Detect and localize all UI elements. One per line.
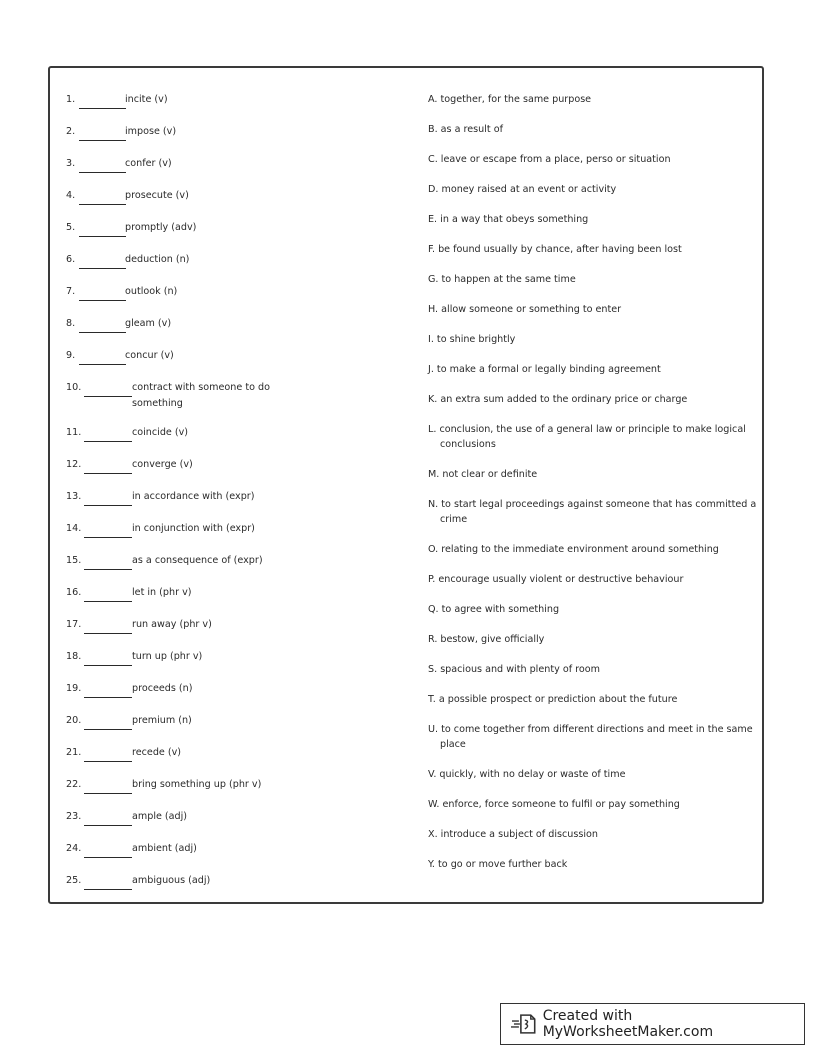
term-number: 9. xyxy=(66,350,76,361)
definition-row xyxy=(428,602,758,632)
term-number: 6. xyxy=(66,254,76,265)
definition-row xyxy=(428,467,758,497)
term-text: run away (phr v) xyxy=(132,619,212,630)
term-row xyxy=(66,649,396,681)
definition-row xyxy=(428,392,758,422)
definition-row xyxy=(428,692,758,722)
footer-credit-text[interactable]: Created with MyWorksheetMaker.com xyxy=(542,1008,714,1040)
term-number: 24. xyxy=(66,843,82,854)
answer-blank[interactable] xyxy=(79,332,126,333)
worksheet-maker-logo-icon xyxy=(511,1013,537,1035)
term-number: 15. xyxy=(66,555,82,566)
definition-row xyxy=(428,662,758,692)
answer-blank[interactable] xyxy=(84,697,132,698)
definition-text: B. as a result of xyxy=(428,124,503,135)
answer-blank[interactable] xyxy=(79,204,126,205)
worksheet-frame xyxy=(48,66,764,904)
term-row xyxy=(66,252,396,284)
term-number: 13. xyxy=(66,491,82,502)
answer-blank[interactable] xyxy=(84,729,132,730)
term-row xyxy=(66,457,396,489)
definition-text: J. to make a formal or legally binding agreement xyxy=(428,364,661,375)
definition-text: X. introduce a subject of discussion xyxy=(428,829,598,840)
answer-blank[interactable] xyxy=(84,473,132,474)
term-text: coincide (v) xyxy=(132,427,189,438)
answer-blank[interactable] xyxy=(84,889,132,890)
term-number: 10. xyxy=(66,382,82,393)
definition-text: M. not clear or definite xyxy=(428,469,538,480)
term-text: proceeds (n) xyxy=(132,683,193,694)
definition-row xyxy=(428,362,758,392)
definition-text: L. conclusion, the use of a general law or principle to make logical conclusions xyxy=(428,424,746,450)
term-number: 1. xyxy=(66,94,76,105)
definition-text: S. spacious and with plenty of room xyxy=(428,664,600,675)
term-row xyxy=(66,713,396,745)
definition-text: I. to shine brightly xyxy=(428,334,516,345)
term-text: ample (adj) xyxy=(132,811,188,822)
definition-text: Q. to agree with something xyxy=(428,604,560,615)
terms-column xyxy=(66,92,396,905)
definition-text: C. leave or escape from a place, perso or situation xyxy=(428,154,671,165)
answer-blank[interactable] xyxy=(84,601,132,602)
answer-blank[interactable] xyxy=(84,665,132,666)
definition-row xyxy=(428,497,758,542)
answer-blank[interactable] xyxy=(79,172,126,173)
term-row xyxy=(66,489,396,521)
definition-row xyxy=(428,572,758,602)
term-text: converge (v) xyxy=(132,459,193,470)
term-row xyxy=(66,681,396,713)
answer-blank[interactable] xyxy=(79,140,126,141)
term-number: 23. xyxy=(66,811,82,822)
term-text: concur (v) xyxy=(125,350,174,361)
term-row xyxy=(66,380,396,425)
term-text: confer (v) xyxy=(125,158,172,169)
definitions-column xyxy=(428,92,758,887)
term-text: incite (v) xyxy=(125,94,168,105)
term-text: gleam (v) xyxy=(125,318,172,329)
definition-text: E. in a way that obeys something xyxy=(428,214,589,225)
definition-row xyxy=(428,422,758,467)
definition-text: K. an extra sum added to the ordinary price or charge xyxy=(428,394,688,405)
answer-blank[interactable] xyxy=(84,761,132,762)
term-row xyxy=(66,188,396,220)
answer-blank[interactable] xyxy=(79,364,126,365)
definition-row xyxy=(428,767,758,797)
definition-text: F. be found usually by chance, after having been lost xyxy=(428,244,682,255)
definition-text: G. to happen at the same time xyxy=(428,274,576,285)
term-row xyxy=(66,745,396,777)
definition-text: W. enforce, force someone to fulfil or pay something xyxy=(428,799,680,810)
term-row xyxy=(66,873,396,905)
term-row xyxy=(66,316,396,348)
definition-text: Y. to go or move further back xyxy=(428,859,568,870)
term-text: let in (phr v) xyxy=(132,587,192,598)
definition-row xyxy=(428,302,758,332)
term-number: 7. xyxy=(66,286,76,297)
term-number: 18. xyxy=(66,651,82,662)
term-row xyxy=(66,156,396,188)
term-text: prosecute (v) xyxy=(125,190,189,201)
definition-row xyxy=(428,152,758,182)
term-text: as a consequence of (expr) xyxy=(132,555,263,566)
definition-text: A. together, for the same purpose xyxy=(428,94,592,105)
definition-row xyxy=(428,242,758,272)
answer-blank[interactable] xyxy=(84,633,132,634)
answer-blank[interactable] xyxy=(79,268,126,269)
term-row xyxy=(66,521,396,553)
footer-badge[interactable] xyxy=(500,1003,805,1045)
term-row xyxy=(66,553,396,585)
term-text: in conjunction with (expr) xyxy=(132,523,255,534)
term-row xyxy=(66,841,396,873)
term-text: contract with someone to do something xyxy=(132,382,270,409)
term-text: turn up (phr v) xyxy=(132,651,203,662)
definition-row xyxy=(428,92,758,122)
answer-blank[interactable] xyxy=(84,569,132,570)
term-text: ambient (adj) xyxy=(132,843,197,854)
definition-row xyxy=(428,797,758,827)
answer-blank[interactable] xyxy=(84,857,132,858)
definition-row xyxy=(428,272,758,302)
answer-blank[interactable] xyxy=(79,300,126,301)
term-number: 22. xyxy=(66,779,82,790)
term-number: 4. xyxy=(66,190,76,201)
term-text: in accordance with (expr) xyxy=(132,491,255,502)
definition-row xyxy=(428,332,758,362)
term-row xyxy=(66,777,396,809)
term-text: premium (n) xyxy=(132,715,192,726)
answer-blank[interactable] xyxy=(84,396,132,397)
answer-blank[interactable] xyxy=(84,825,132,826)
definition-text: O. relating to the immediate environment around something xyxy=(428,544,719,555)
answer-blank[interactable] xyxy=(84,793,132,794)
definition-text: R. bestow, give officially xyxy=(428,634,545,645)
definition-row xyxy=(428,632,758,662)
term-number: 12. xyxy=(66,459,82,470)
definition-row xyxy=(428,857,758,887)
term-number: 16. xyxy=(66,587,82,598)
term-number: 19. xyxy=(66,683,82,694)
definition-row xyxy=(428,542,758,572)
term-number: 5. xyxy=(66,222,76,233)
definition-text: N. to start legal proceedings against someone that has committed a crime xyxy=(428,499,757,525)
term-number: 14. xyxy=(66,523,82,534)
term-row xyxy=(66,284,396,316)
answer-blank[interactable] xyxy=(84,441,132,442)
term-number: 2. xyxy=(66,126,76,137)
term-text: ambiguous (adj) xyxy=(132,875,211,886)
term-number: 20. xyxy=(66,715,82,726)
term-text: bring something up (phr v) xyxy=(132,779,262,790)
definition-row xyxy=(428,212,758,242)
answer-blank[interactable] xyxy=(79,108,126,109)
definition-row xyxy=(428,182,758,212)
term-number: 8. xyxy=(66,318,76,329)
term-number: 3. xyxy=(66,158,76,169)
term-text: outlook (n) xyxy=(125,286,178,297)
term-text: recede (v) xyxy=(132,747,182,758)
definition-row xyxy=(428,722,758,767)
term-row xyxy=(66,124,396,156)
term-text: deduction (n) xyxy=(125,254,190,265)
term-number: 21. xyxy=(66,747,82,758)
term-row xyxy=(66,617,396,649)
term-row xyxy=(66,425,396,457)
term-row xyxy=(66,92,396,124)
term-text: promptly (adv) xyxy=(125,222,197,233)
answer-blank[interactable] xyxy=(79,236,126,237)
definition-row xyxy=(428,122,758,152)
definition-text: D. money raised at an event or activity xyxy=(428,184,617,195)
term-row xyxy=(66,809,396,841)
definition-text: U. to come together from different directions and meet in the same place xyxy=(428,724,753,750)
term-text: impose (v) xyxy=(125,126,177,137)
definition-text: V. quickly, with no delay or waste of time xyxy=(428,769,626,780)
term-number: 11. xyxy=(66,427,82,438)
term-row xyxy=(66,220,396,252)
term-row xyxy=(66,585,396,617)
answer-blank[interactable] xyxy=(84,505,132,506)
term-row xyxy=(66,348,396,380)
term-number: 17. xyxy=(66,619,82,630)
definition-text: T. a possible prospect or prediction about the future xyxy=(428,694,678,705)
definition-row xyxy=(428,827,758,857)
definition-text: H. allow someone or something to enter xyxy=(428,304,622,315)
term-number: 25. xyxy=(66,875,82,886)
answer-blank[interactable] xyxy=(84,537,132,538)
definition-text: P. encourage usually violent or destructive behaviour xyxy=(428,574,684,585)
